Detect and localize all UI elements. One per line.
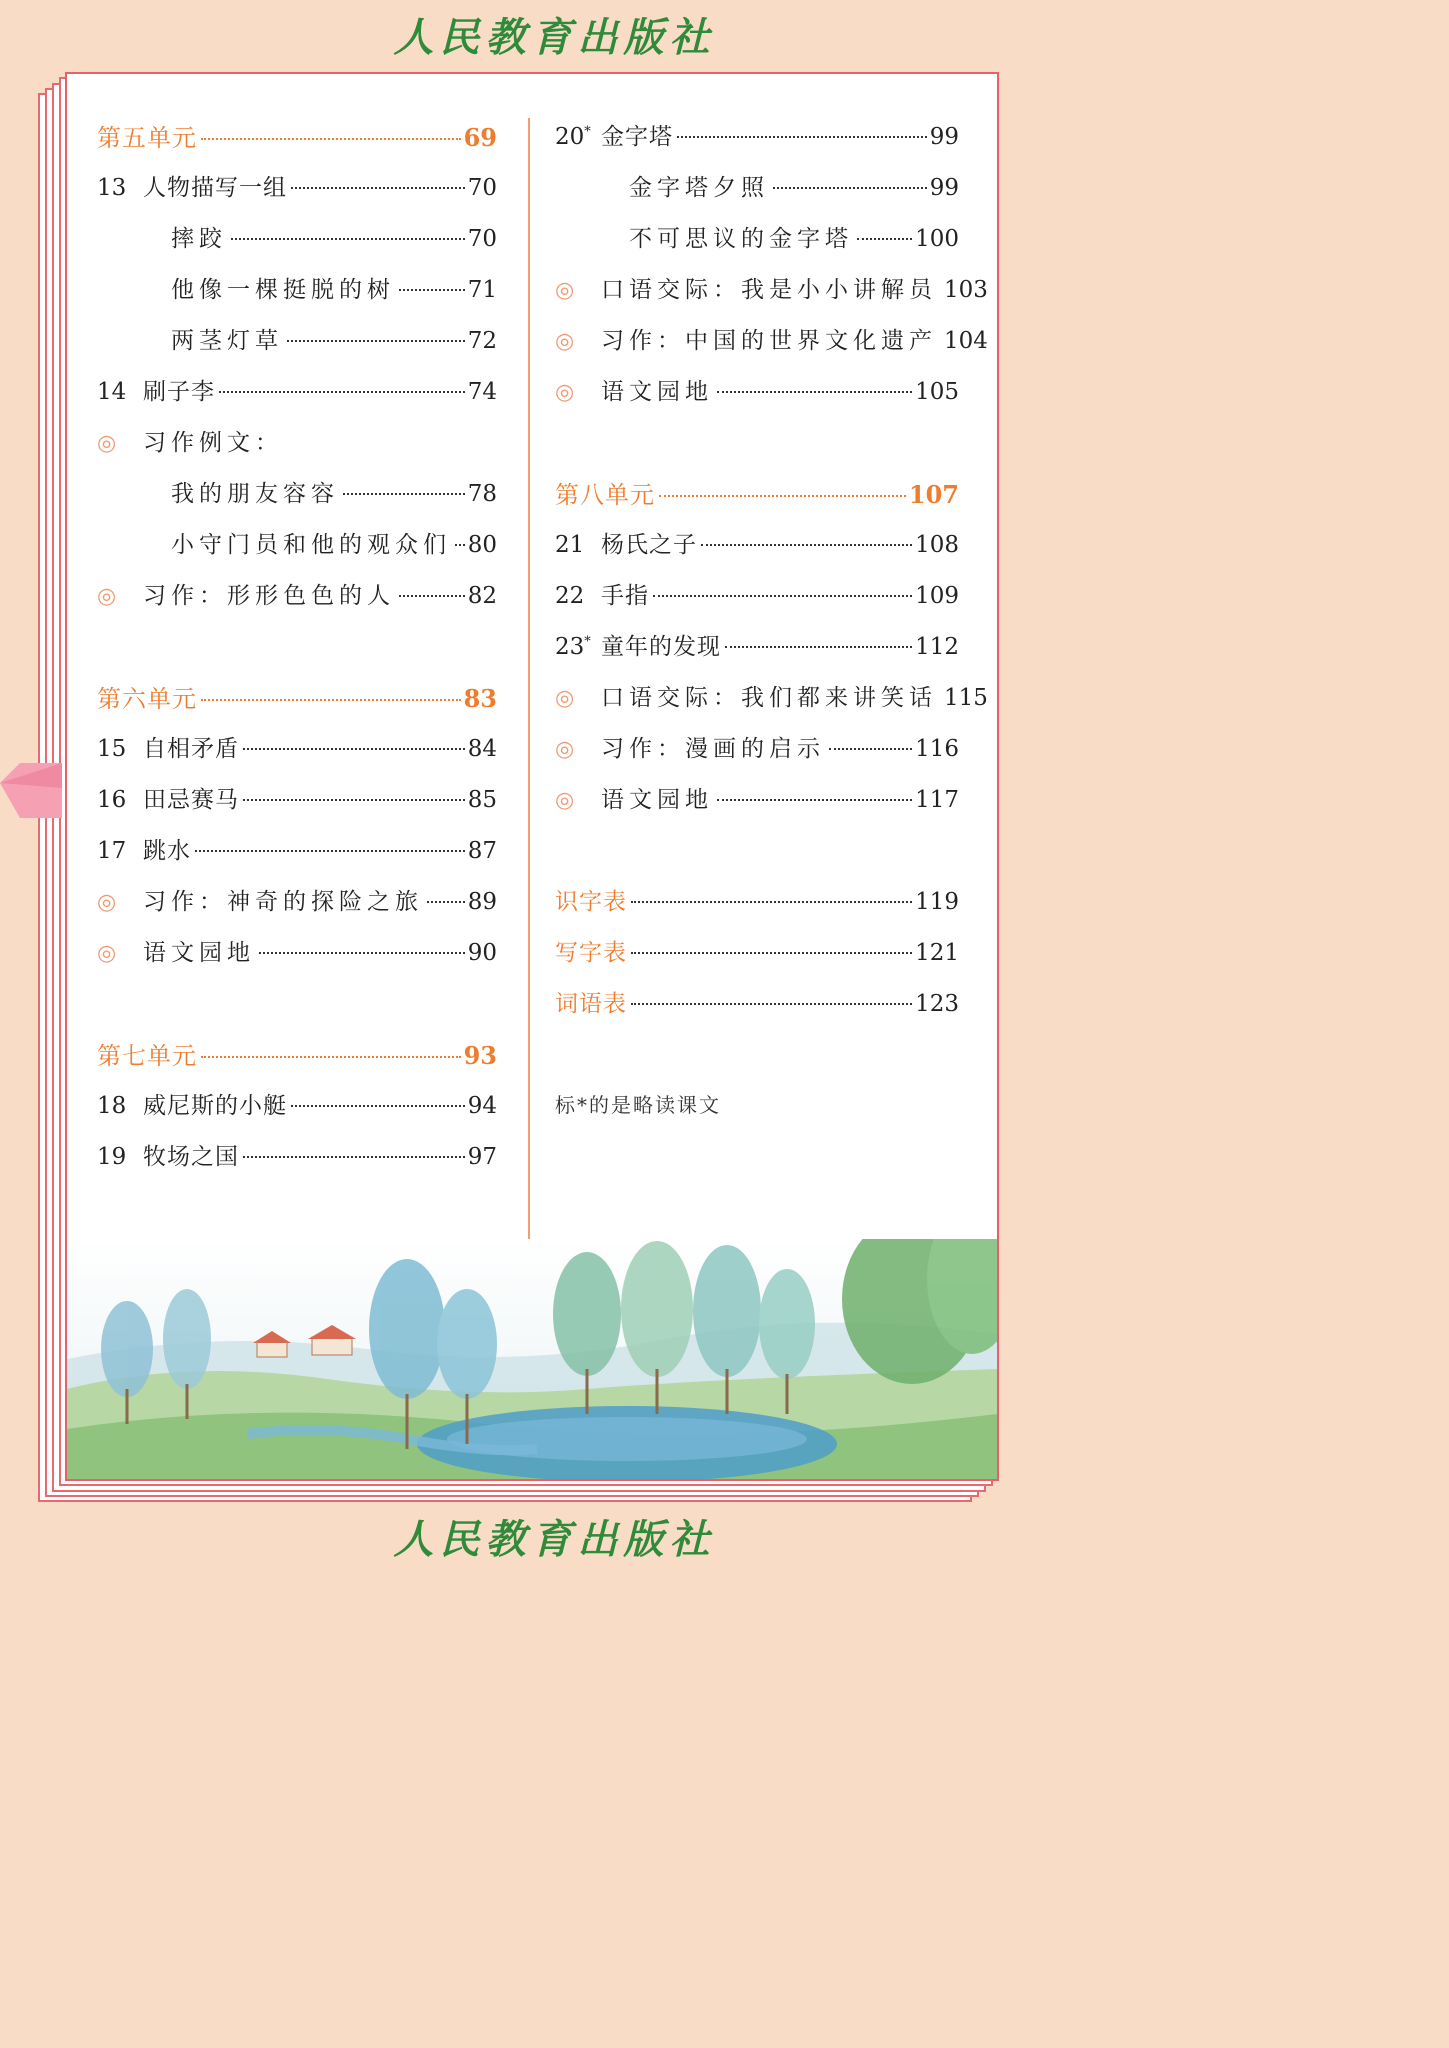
left_column-entry-bullet[interactable] [97,424,497,456]
circle-bullet-icon: ◎ [97,941,117,966]
page-number: 99 [929,124,959,150]
dot-leader [259,952,465,954]
entry-title: 金字塔 [601,124,673,150]
left_column-entry-bullet[interactable] [97,934,497,966]
skim-reading-star: * [584,124,591,140]
dot-leader [857,238,912,240]
entry-title: 第五单元 [97,124,197,152]
page-number: 100 [915,226,959,252]
entry-title: 威尼斯的小艇 [143,1093,287,1119]
dot-leader [399,289,465,291]
bookmark-ribbon [0,728,62,818]
left_column-entry-lesson[interactable] [97,1138,497,1170]
right_column-entry-lesson[interactable] [555,577,959,609]
lesson-number: 17 [97,838,127,864]
right_column-entry-appendix[interactable] [555,883,959,915]
entry-title: 杨氏之子 [601,532,697,558]
right_column-entry-sub[interactable] [629,220,959,252]
right_column-entry-appendix[interactable] [555,985,959,1017]
dot-leader [291,187,465,189]
page-number: 123 [915,991,959,1017]
left_column-entry-sub[interactable] [171,271,497,303]
page-number: 94 [467,1093,497,1119]
right_column-entry-lesson[interactable] [555,526,959,558]
entry-title: 自相矛盾 [143,736,239,762]
circle-bullet-icon: ◎ [555,788,575,813]
page-number: 105 [915,379,959,405]
entry-title: 他像一棵挺脱的树 [171,277,395,303]
entry-title: 语文园地 [143,940,255,966]
toc-page [65,72,999,1481]
dot-leader [201,138,461,140]
dot-leader [701,544,912,546]
page-number: 90 [467,940,497,966]
lesson-number: 15 [97,736,127,762]
dot-leader [243,748,465,750]
page-number: 121 [915,940,959,966]
circle-bullet-icon: ◎ [555,329,575,354]
page-number: 97 [467,1144,497,1170]
circle-bullet-icon: ◎ [555,686,575,711]
lesson-number: 16 [97,787,127,813]
left_column-entry-sub[interactable] [171,220,497,252]
footnote: 标*的是略读课文 [555,1093,721,1117]
left_column-entry-sub[interactable] [171,322,497,354]
entry-title: 小守门员和他的观众们 [171,532,451,558]
page-number: 116 [915,736,959,762]
circle-bullet-icon: ◎ [555,380,575,405]
dot-leader [201,1056,461,1058]
dot-leader [399,595,465,597]
lesson-number: 20* [555,124,591,150]
circle-bullet-icon: ◎ [97,890,117,915]
right_column-entry-sub[interactable] [629,169,959,201]
entry-title: 习作：漫画的启示 [601,736,825,762]
dot-leader [243,799,465,801]
dot-leader [829,748,912,750]
right_column-entry-bullet[interactable] [555,373,959,405]
entry-title: 牧场之国 [143,1144,239,1170]
page-number: 71 [467,277,497,303]
left_column-entry-unit[interactable] [97,1036,497,1068]
entry-title: 跳水 [143,838,191,864]
page-number: 82 [467,583,497,609]
entry-title: 习作：中国的世界文化遗产 [601,328,937,354]
dot-leader [219,391,465,393]
entry-title: 习作：神奇的探险之旅 [143,889,423,915]
skim-reading-star: * [584,634,591,650]
right_column-entry-lesson[interactable] [555,628,959,660]
right_column-entry-lesson[interactable] [555,118,959,150]
page-number: 84 [467,736,497,762]
entry-title: 语文园地 [601,379,713,405]
left_column-entry-bullet[interactable] [97,883,497,915]
page-number: 72 [467,328,497,354]
publisher-logo-top: 人民教育出版社 [393,14,716,61]
circle-bullet-icon: ◎ [97,584,117,609]
entry-title: 两茎灯草 [171,328,283,354]
dot-leader [653,595,912,597]
entry-title: 写字表 [555,940,627,966]
page-number: 99 [929,175,959,201]
lesson-number: 18 [97,1093,127,1119]
entry-title: 摔跤 [171,226,227,252]
entry-title: 语文园地 [601,787,713,813]
page-number: 70 [467,226,497,252]
page-number: 117 [915,787,959,813]
dot-leader [631,952,912,954]
right_column-entry-bullet[interactable] [555,781,959,813]
dot-leader [287,340,465,342]
page-number: 115 [944,685,988,711]
right_column-entry-bullet[interactable] [555,730,959,762]
dot-leader [195,850,465,852]
lesson-number: 19 [97,1144,127,1170]
circle-bullet-icon: ◎ [555,278,575,303]
dot-leader [677,136,927,138]
left_column-entry-unit[interactable] [97,679,497,711]
entry-title: 人物描写一组 [143,175,287,201]
landscape-illustration [67,1239,997,1479]
dot-leader [231,238,465,240]
left_column-entry-lesson[interactable] [97,1087,497,1119]
page-number: 104 [944,328,988,354]
entry-title: 第六单元 [97,685,197,713]
left_column-entry-lesson[interactable] [97,373,497,405]
page-number: 74 [467,379,497,405]
page-number: 69 [463,123,497,152]
entry-title: 口语交际：我们都来讲笑话 [601,685,937,711]
left_column-entry-unit[interactable] [97,118,497,150]
entry-title: 金字塔夕照 [629,175,769,201]
left_column-entry-bullet[interactable] [97,577,497,609]
dot-leader [725,646,912,648]
lesson-number: 21 [555,532,585,558]
dot-leader [659,495,906,497]
right_column-entry-appendix[interactable] [555,934,959,966]
right_column-entry-unit[interactable] [555,475,959,507]
left_column-entry-lesson[interactable] [97,730,497,762]
dot-leader [243,1156,465,1158]
page-number: 108 [915,532,959,558]
lesson-number: 13 [97,175,127,201]
page-number: 112 [915,634,959,660]
entry-title: 习作：形形色色的人 [143,583,395,609]
dot-leader [631,1003,912,1005]
publisher-logo-bottom: 人民教育出版社 [393,1516,716,1563]
entry-title: 第八单元 [555,481,655,509]
lesson-number: 14 [97,379,127,405]
entry-title: 我的朋友容容 [171,481,339,507]
page-number: 89 [467,889,497,915]
page-number: 70 [467,175,497,201]
left_column-entry-lesson[interactable] [97,832,497,864]
page-number: 83 [463,684,497,713]
page-number: 93 [463,1041,497,1070]
lesson-number: 23* [555,634,591,660]
dot-leader [717,391,912,393]
entry-title: 口语交际：我是小小讲解员 [601,277,937,303]
right_column-entry-bullet[interactable] [555,679,988,711]
page-number: 85 [467,787,497,813]
circle-bullet-icon: ◎ [555,737,575,762]
left_column-entry-sub[interactable] [171,475,497,507]
column-divider [528,118,530,1243]
entry-title: 习作例文： [143,430,283,456]
page-number: 109 [915,583,959,609]
dot-leader [631,901,912,903]
page-number: 80 [467,532,497,558]
dot-leader [717,799,912,801]
entry-title: 识字表 [555,889,627,915]
lesson-number: 22 [555,583,585,609]
page-number: 103 [944,277,988,303]
entry-title: 第七单元 [97,1042,197,1070]
dot-leader [201,699,461,701]
dot-leader [773,187,927,189]
page-number: 107 [908,480,959,509]
page-number: 78 [467,481,497,507]
entry-title: 不可思议的金字塔 [629,226,853,252]
entry-title: 手指 [601,583,649,609]
circle-bullet-icon: ◎ [97,431,117,456]
dot-leader [343,493,465,495]
dot-leader [427,901,465,903]
entry-title: 童年的发现 [601,634,721,660]
left_column-entry-sub[interactable] [171,526,497,558]
entry-title: 田忌赛马 [143,787,239,813]
dot-leader [291,1105,465,1107]
entry-title: 词语表 [555,991,627,1017]
dot-leader [455,544,465,546]
right_column-entry-bullet[interactable] [555,271,988,303]
right_column-entry-bullet[interactable] [555,322,988,354]
page-number: 87 [467,838,497,864]
page-number: 119 [915,889,959,915]
entry-title: 刷子李 [143,379,215,405]
left_column-entry-lesson[interactable] [97,781,497,813]
left_column-entry-lesson[interactable] [97,169,497,201]
